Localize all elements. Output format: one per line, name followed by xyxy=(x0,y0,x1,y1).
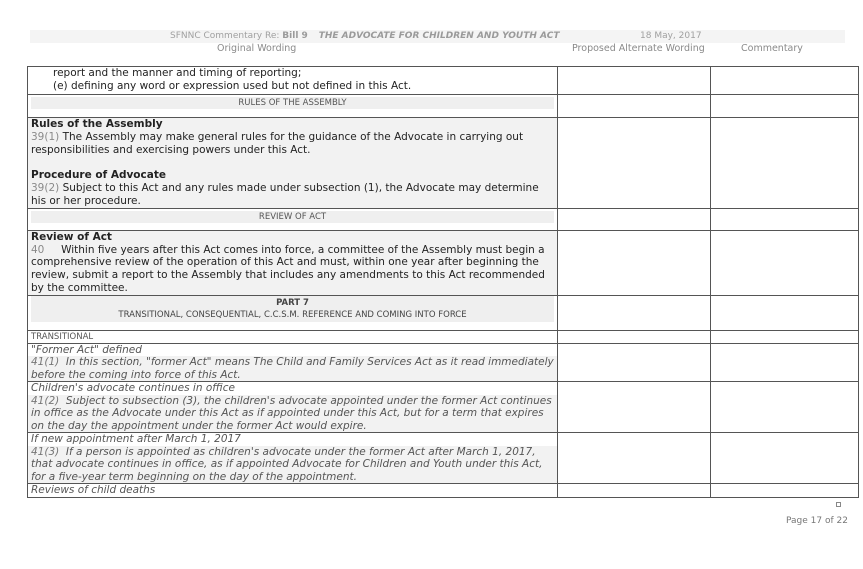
section-heading: "Former Act" defined xyxy=(31,343,142,356)
section-heading: Children's advocate continues in office xyxy=(31,382,235,395)
original-cell xyxy=(28,208,558,230)
proposed-cell[interactable] xyxy=(558,343,711,382)
transitional-label: TRANSITIONAL xyxy=(31,331,94,342)
commentary-cell[interactable] xyxy=(711,230,859,295)
proposed-cell[interactable] xyxy=(558,230,711,295)
original-cell: If new appointment after March 1, 2017 41(3) If a person is appointed as children's advocate under the former Act after March 1, 2017, that advocate continues in office, as if appointed Advocate for Children and Youth under this Act, for a five-year term beginning on the day of the appointment. xyxy=(28,433,558,484)
section-heading: Procedure of Advocate xyxy=(31,169,166,182)
commentary-cell[interactable] xyxy=(711,67,859,95)
table-row xyxy=(28,67,859,95)
section-heading: If new appointment after March 1, 2017 xyxy=(31,433,241,446)
table-row xyxy=(28,343,859,382)
commentary-cell[interactable] xyxy=(711,295,859,330)
proposed-cell[interactable] xyxy=(558,382,711,433)
table-row xyxy=(28,382,859,433)
original-cell: Children's advocate continues in office 41(2) Subject to subsection (3), the children's advocate appointed under the former Act continues in office as the Advocate under this Act as if appointed under this Act, but for a term that expires on the day the appointment under the former Act would expire. xyxy=(28,382,558,433)
commentary-cell[interactable] xyxy=(711,118,859,209)
proposed-cell[interactable] xyxy=(558,118,711,209)
commentary-cell[interactable] xyxy=(711,433,859,484)
section-heading: Rules of the Assembly xyxy=(31,118,163,130)
proposed-cell[interactable] xyxy=(558,208,711,230)
column-header-proposed: Proposed Alternate Wording xyxy=(572,43,705,54)
header-title: SFNNC Commentary Re: Bill 9 THE ADVOCATE FOR CHILDREN AND YOUTH ACT xyxy=(170,31,560,41)
original-cell: "Former Act" defined 41(1) In this section, "former Act" means The Child and Family Services Act as it read immediately before the coming into force of this Act. xyxy=(28,343,558,382)
header-date: 18 May, 2017 xyxy=(640,31,702,41)
original-cell xyxy=(28,95,558,118)
commentary-cell[interactable] xyxy=(711,343,859,382)
commentary-cell[interactable] xyxy=(711,208,859,230)
table-row xyxy=(28,95,859,118)
part-heading: PART 7 TRANSITIONAL, CONSEQUENTIAL, C.C.S.M. REFERENCE AND COMING INTO FORCE xyxy=(31,296,554,322)
table-row xyxy=(28,484,859,498)
commentary-cell[interactable] xyxy=(711,484,859,498)
commentary-cell[interactable] xyxy=(711,330,859,343)
section-bar-review: REVIEW OF ACT xyxy=(31,211,554,223)
proposed-cell[interactable] xyxy=(558,484,711,498)
proposed-cell[interactable] xyxy=(558,295,711,330)
original-cell xyxy=(28,330,558,343)
table-row xyxy=(28,433,859,484)
proposed-cell[interactable] xyxy=(558,330,711,343)
section-bar-rules: RULES OF THE ASSEMBLY xyxy=(31,97,554,109)
original-cell: Review of Act 40 Within five years after this Act comes into force, a committee of the Assembly must begin a comprehensive review of the operation of this Act and must, within one year after beginning the review, submit a report to the Assembly that includes any amendments to this Act recommended by the committee. xyxy=(28,230,558,295)
table-row xyxy=(28,118,859,209)
original-cell xyxy=(28,484,558,498)
document-header xyxy=(30,30,845,43)
column-header-original: Original Wording xyxy=(217,43,297,54)
table-row xyxy=(28,330,859,343)
commentary-cell[interactable] xyxy=(711,382,859,433)
original-cell: Rules of the Assembly 39(1) The Assembly may make general rules for the guidance of the Advocate in carrying out responsibilities and exercising powers under this Act. Procedure of Advocate 39(2) Subject to this Act and any rules made under subsection (1), the Advocate may determine his or her procedure. xyxy=(28,118,558,209)
section-heading: Review of Act xyxy=(31,230,112,243)
column-header-commentary: Commentary xyxy=(741,43,803,54)
table-resize-handle[interactable] xyxy=(836,502,841,507)
page-number: Page 17 of 22 xyxy=(786,516,848,526)
table-row xyxy=(28,208,859,230)
commentary-table xyxy=(27,66,859,498)
proposed-cell[interactable] xyxy=(558,67,711,95)
proposed-cell[interactable] xyxy=(558,95,711,118)
proposed-cell[interactable] xyxy=(558,433,711,484)
original-cell: report and the manner and timing of reporting; (e) defining any word or expression used but not defined in this Act. xyxy=(28,67,558,95)
original-cell xyxy=(28,295,558,330)
table-row xyxy=(28,295,859,330)
section-heading: Reviews of child deaths xyxy=(31,484,156,497)
commentary-cell[interactable] xyxy=(711,95,859,118)
table-row xyxy=(28,230,859,295)
